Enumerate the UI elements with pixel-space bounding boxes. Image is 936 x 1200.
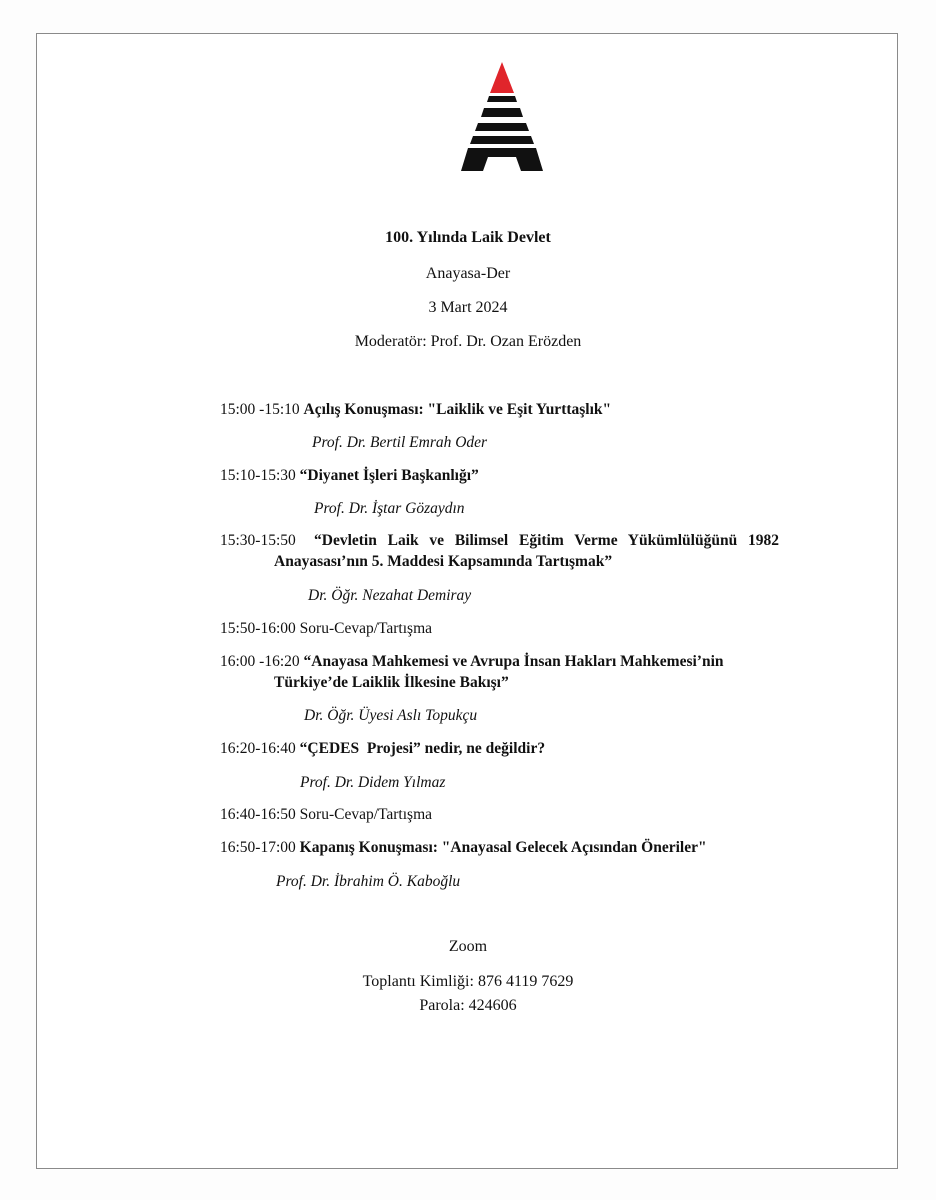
logo-red-peak [490, 62, 514, 93]
agenda-time: 16:50-17:00 [220, 839, 296, 856]
agenda-title: “ÇEDES Projesi” nedir, ne değildir? [299, 740, 546, 757]
agenda-speaker: Prof. Dr. İbrahim Ö. Kaboğlu [276, 873, 461, 890]
agenda-row-8 [220, 839, 707, 857]
agenda-time: 16:40-16:50 [220, 806, 296, 823]
logo-stripe-4 [470, 136, 534, 144]
agenda-speaker: Prof. Dr. Didem Yılmaz [300, 774, 446, 791]
agenda-title: Soru-Cevap/Tartışma [299, 806, 433, 823]
agenda-title: Kapanış Konuşması: "Anayasal Gelecek Açısından Öneriler" [299, 839, 707, 856]
event-date: 3 Mart 2024 [428, 299, 508, 316]
agenda-row-6 [220, 740, 545, 758]
agenda-time: 15:10-15:30 [220, 467, 296, 484]
agenda-time: 15:00 -15:10 [220, 401, 300, 418]
agenda-time: 15:30-15:50 [220, 532, 296, 549]
agenda-time: 16:00 -16:20 [220, 653, 300, 670]
agenda-speaker: Prof. Dr. İştar Gözaydın [314, 500, 465, 517]
agenda-time: 15:50-16:00 [220, 620, 296, 637]
meeting-password: Parola: 424606 [419, 997, 517, 1014]
agenda-time: 16:20-16:40 [220, 740, 296, 757]
agenda-speaker: Prof. Dr. Bertil Emrah Oder [312, 434, 488, 451]
agenda-title-line-2: Anayasası’nın 5. Maddesi Kapsamında Tartışmak” [274, 553, 613, 570]
anayasa-der-logo [461, 62, 543, 171]
logo-stripe-3 [475, 123, 529, 131]
logo-notch [497, 117, 507, 123]
agenda-title: Soru-Cevap/Tartışma [299, 620, 433, 637]
logo-stripe-1 [487, 96, 517, 102]
agenda-row-7 [220, 806, 432, 824]
agenda-title: Açılış Konuşması: "Laiklik ve Eşit Yurttaşlık" [303, 401, 612, 418]
logo-stripe-2 [481, 108, 523, 117]
agenda-speaker: Dr. Öğr. Üyesi Aslı Topukçu [304, 707, 478, 724]
agenda-title-line-1: “Devletin Laik ve Bilimsel Eğitim Verme Yükümlülüğünü 1982 [314, 532, 779, 549]
moderator: Moderatör: Prof. Dr. Ozan Erözden [354, 333, 582, 350]
zoom-label: Zoom [448, 938, 488, 955]
agenda-title: “Diyanet İşleri Başkanlığı” [299, 467, 479, 484]
agenda-row-2 [220, 467, 479, 485]
meeting-id: Toplantı Kimliği: 876 4119 7629 [362, 973, 574, 990]
agenda-row-4 [220, 620, 432, 638]
logo-base [461, 148, 543, 171]
event-title: 100. Yılında Laik Devlet [385, 229, 551, 246]
agenda-row-5 [220, 653, 724, 671]
agenda-title-line-1: “Anayasa Mahkemesi ve Avrupa İnsan Hakları Mahkemesi’nin [303, 653, 724, 670]
agenda-row-1 [220, 401, 611, 419]
agenda-row-3 [220, 532, 296, 550]
agenda-speaker: Dr. Öğr. Nezahat Demiray [308, 587, 472, 604]
organizer: Anayasa-Der [425, 265, 511, 282]
agenda-title-line-2: Türkiye’de Laiklik İlkesine Bakışı” [274, 674, 509, 691]
